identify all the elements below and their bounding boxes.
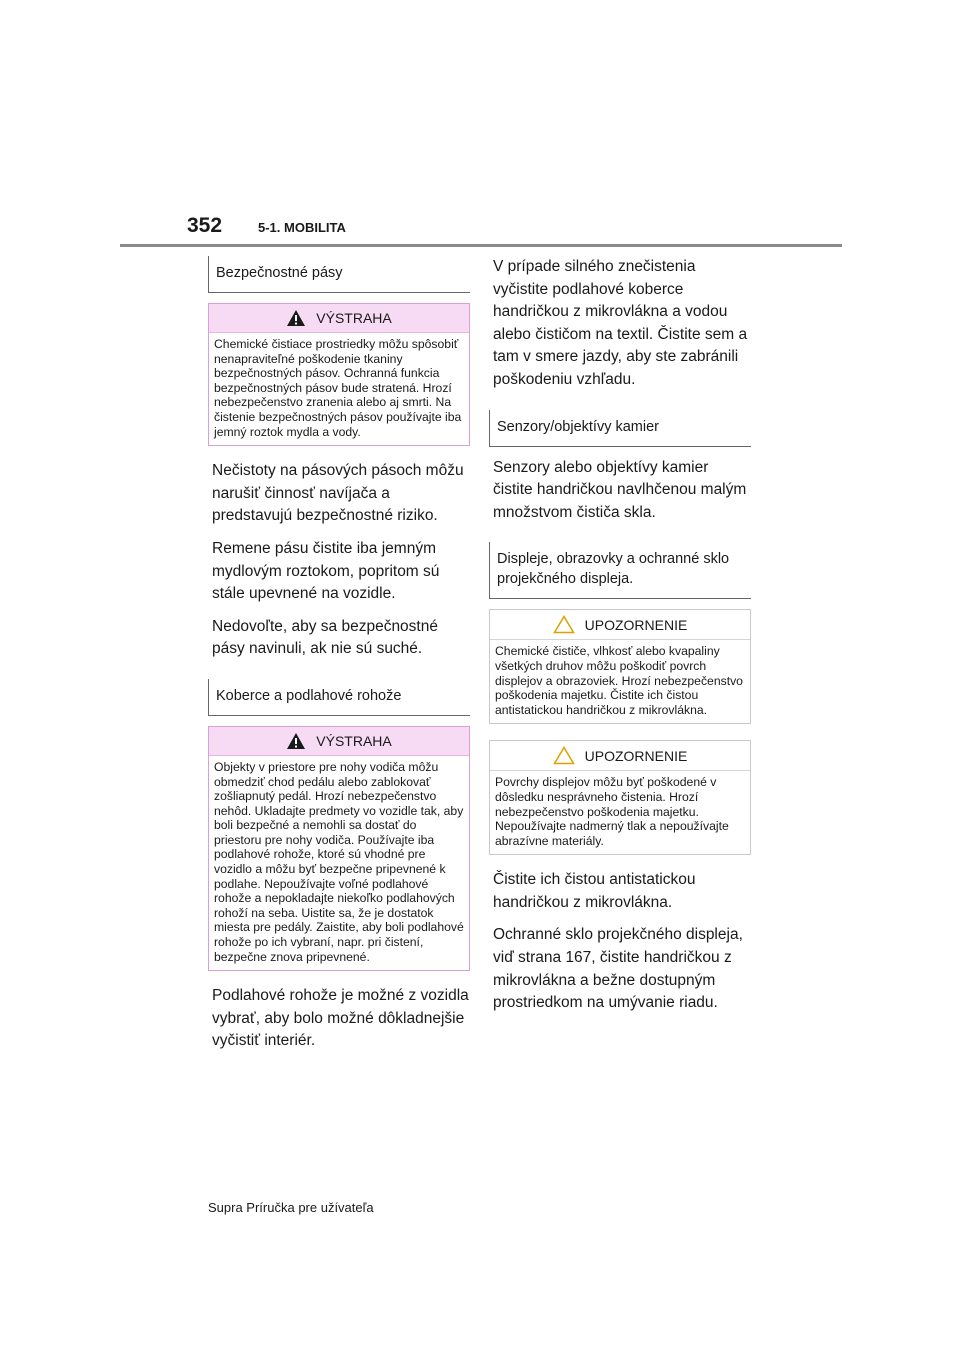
paragraph: Nečistoty na pásových pásoch môžu narušiť činnosť navíjača a predstavujú bezpečnostné riziko. [212, 462, 464, 525]
paragraph: Senzory alebo objektívy kamier čistite handričkou navlhčenou malým množstvom čističa skla. [493, 458, 747, 521]
notice-triangle-icon [553, 615, 575, 634]
notice-text: Povrchy displejov môžu byť poškodené v dôsledku nesprávneho čistenia. Hrozí nebezpečenstvo poškodenia majetku. Nepoužívajte nadmerný tlak a nepoužívajte abrazívne materiály. [495, 775, 729, 848]
notice-box-displays [489, 609, 751, 724]
warning-triangle-icon [286, 309, 306, 327]
header-divider [120, 244, 842, 247]
section-title: 5-1. MOBILITA [258, 220, 346, 235]
warning-header [209, 727, 469, 756]
notice-title: UPOZORNENIE [584, 616, 688, 633]
paragraph: Nedovoľte, aby sa bezpečnostné pásy navinuli, ak nie sú suché. [212, 617, 438, 658]
sensors-heading: Senzory/objektívy kamier [489, 410, 751, 447]
warning-box-mats [208, 726, 470, 971]
notice-text: Chemické čističe, vlhkosť alebo kvapaliny všetkých druhov môžu poškodiť povrch displejov a obrazoviek. Hrozí nebezpečenstvo poškodenia majetku. Čistite ich čistou antistatickou handričkou z mikrovlákna. [495, 644, 743, 717]
paragraph: V prípade silného znečistenia vyčistite podlahové koberce handričkou z mikrovlákna a vodou alebo čističom na textil. Čistite sem a tam v smere jazdy, aby ste zabránili poškodeniu vzhľadu. [493, 258, 748, 388]
warning-box-seatbelts [208, 303, 470, 446]
right-column [489, 256, 751, 1025]
warning-title: VÝSTRAHA [316, 732, 392, 749]
notice-title: UPOZORNENIE [584, 747, 688, 764]
page-number: 352 [187, 214, 223, 237]
warning-text: Objekty v priestore pre nohy vodiča môžu obmedziť chod pedálu alebo zablokovať zošliapnutý pedál. Hrozí nebezpečenstvo nehôd. Ukladajte predmety vo vozidle tak, aby boli bezpečné a nemohli sa dostať do priestoru pre nohy vodiča. Používajte iba podlahové rohože, ktoré sú vhodné pre vozidlo a môžu byť bezpečne pripevnené k podlahe. Nepoužívajte voľné podlahové rohože a nepokladajte niekoľko podlahových rohoží na seba. Uistite sa, že je dostatok miesta pre pedály. Zaistite, aby boli podlahové rohože po ich vybraní, napr. pri čistení, bezpečne znova pripevnené. [214, 759, 464, 964]
warning-header [209, 304, 469, 333]
paragraph: Remene pásu čistite iba jemným mydlovým roztokom, popritom sú stále upevnené na vozidle. [212, 539, 440, 603]
paragraph: Podlahové rohože je možné z vozidla vybrať, aby bolo možné dôkladnejšie vyčistiť interiér. [212, 987, 469, 1050]
seatbelts-heading: Bezpečnostné pásy [208, 256, 470, 293]
notice-triangle-icon [553, 746, 575, 765]
notice-box-surfaces [489, 740, 751, 855]
notice-header [490, 741, 750, 771]
warning-triangle-icon [286, 732, 306, 750]
footer-manual-title: Supra Príručka pre užívateľa [208, 1200, 374, 1215]
notice-header [490, 610, 750, 640]
warning-title: VÝSTRAHA [316, 310, 392, 326]
paragraph: Čistite ich čistou antistatickou handričkou z mikrovlákna. [493, 871, 696, 911]
warning-text: Chemické čistiace prostriedky môžu spôsobiť nenapraviteľné poškodenie tkaniny bezpečnostných pásov. Ochranná funkcia bezpečnostných pásov bude stratená. Hrozí nebezpečenstvo zranenia alebo aj smrti. Na čistenie bezpečnostných pásov používajte iba jemný roztok mydla a vody. [214, 337, 462, 439]
displays-heading: Displeje, obrazovky a ochranné sklo projekčného displeja. [489, 542, 751, 599]
left-column [208, 256, 470, 1063]
paragraph: Ochranné sklo projekčného displeja, viď strana 167, čistite handričkou z mikrovlákna a bežne dostupným prostriedkom na umývanie riadu. [493, 926, 743, 1012]
mats-heading: Koberce a podlahové rohože [208, 679, 470, 716]
